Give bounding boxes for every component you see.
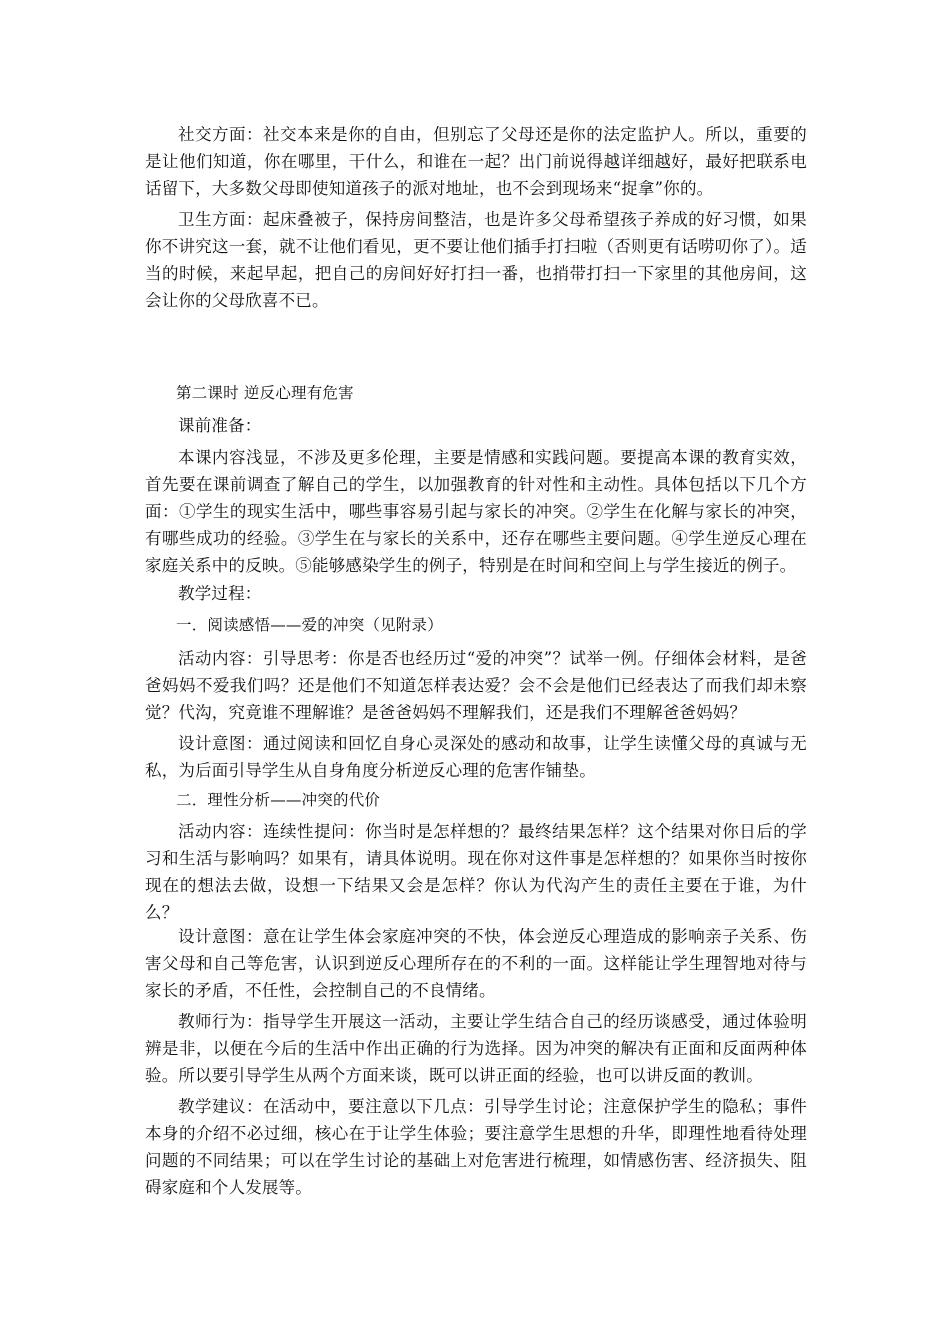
paragraph-suggestion: 教学建议：在活动中，要注意以下几点：引导学生讨论；注意保护学生的隐私；事件本身的介绍不必过细，核心在于让学生体验；要注意学生思想的升华，即理性地看待处理问题的不同结果；可以在学生讨论的基础上对危害进行梳理，如情感伤害、经济损失、阻碍家庭和个人发展等。 [145, 1097, 807, 1197]
paragraph-teacher: 教师行为：指导学生开展这一活动，主要让学生结合自己的经历谈感受，通过体验明辨是非，以便在今后的生活中作出正确的行为选择。因为冲突的解决有正面和反面两种体验。所以要引导学生从两个方面来谈，既可以讲正面的经验，也可以讲反面的教训。 [145, 1012, 807, 1085]
subsection-title-2: 二．理性分析——冲突的代价 [176, 791, 381, 809]
paragraph-activity-1: 活动内容：引导思考：你是否也经历过“爱的冲突”？试举一例。仔细体会材料，是爸爸妈妈不爱我们吗？还是他们不知道怎样表达爱？会不会是他们已经表达了而我们却未察觉？代沟，究竟谁不理解谁？是爸爸妈妈不理解我们，还是我们不理解爸爸妈妈？ [145, 649, 807, 722]
paragraph-design-2: 设计意图：意在让学生体会家庭冲突的不快，体会逆反心理造成的影响亲子关系、伤害父母和自己等危害，认识到逆反心理所存在的不利的一面。这样能让学生理智地对待与家长的矛盾，不任性，会控制自己的不良情绪。 [145, 927, 807, 1000]
section-label-preparation: 课前准备： [178, 416, 262, 435]
paragraph-design-1: 设计意图：通过阅读和回忆自身心灵深处的感动和故事，让学生读懂父母的真诚与无私，为后面引导学生从自身角度分析逆反心理的危害作铺垫。 [145, 734, 807, 780]
lesson-title: 第二课时 逆反心理有危害 [176, 384, 354, 402]
section-label-process: 教学过程： [178, 584, 262, 603]
subsection-title-1: 一．阅读感悟——爱的冲突（见附录） [176, 616, 443, 634]
paragraph-preparation: 本课内容浅显，不涉及更多伦理，主要是情感和实践问题。要提高本课的教育实效，首先要在课前调查了解自己的学生，以加强教育的针对性和主动性。具体包括以下几个方面：①学生的现实生活中，哪些事容易引起与家长的冲突。②学生在化解与家长的冲突，有哪些成功的经验。③学生在与家长的关系中，还存在哪些主要问题。④学生逆反心理在家庭关系中的反映。⑤能够感染学生的例子，特别是在时间和空间上与学生接近的例子。 [145, 448, 807, 575]
paragraph-social: 社交方面：社交本来是你的自由，但别忘了父母还是你的法定监护人。所以，重要的是让他们知道，你在哪里，干什么，和谁在一起？出门前说得越详细越好，最好把联系电话留下，大多数父母即使知道孩子的派对地址，也不会到现场来“捉拿”你的。 [145, 125, 807, 198]
paragraph-hygiene: 卫生方面：起床叠被子，保持房间整洁，也是许多父母希望孩子养成的好习惯，如果你不讲究这一套，就不让他们看见，更不要让他们插手打扫啦（否则更有话唠叨你了）。适当的时候，来起早起，把自己的房间好好打扫一番，也捎带打扫一下家里的其他房间，这会让你的父母欣喜不已。 [145, 210, 807, 310]
paragraph-activity-2: 活动内容：连续性提问：你当时是怎样想的？最终结果怎样？这个结果对你日后的学习和生活与影响吗？如果有，请具体说明。现在你对这件事是怎样想的？如果你当时按你现在的想法去做，设想一下结果又会是怎样？你认为代沟产生的责任主要在于谁，为什么？ [145, 822, 807, 922]
